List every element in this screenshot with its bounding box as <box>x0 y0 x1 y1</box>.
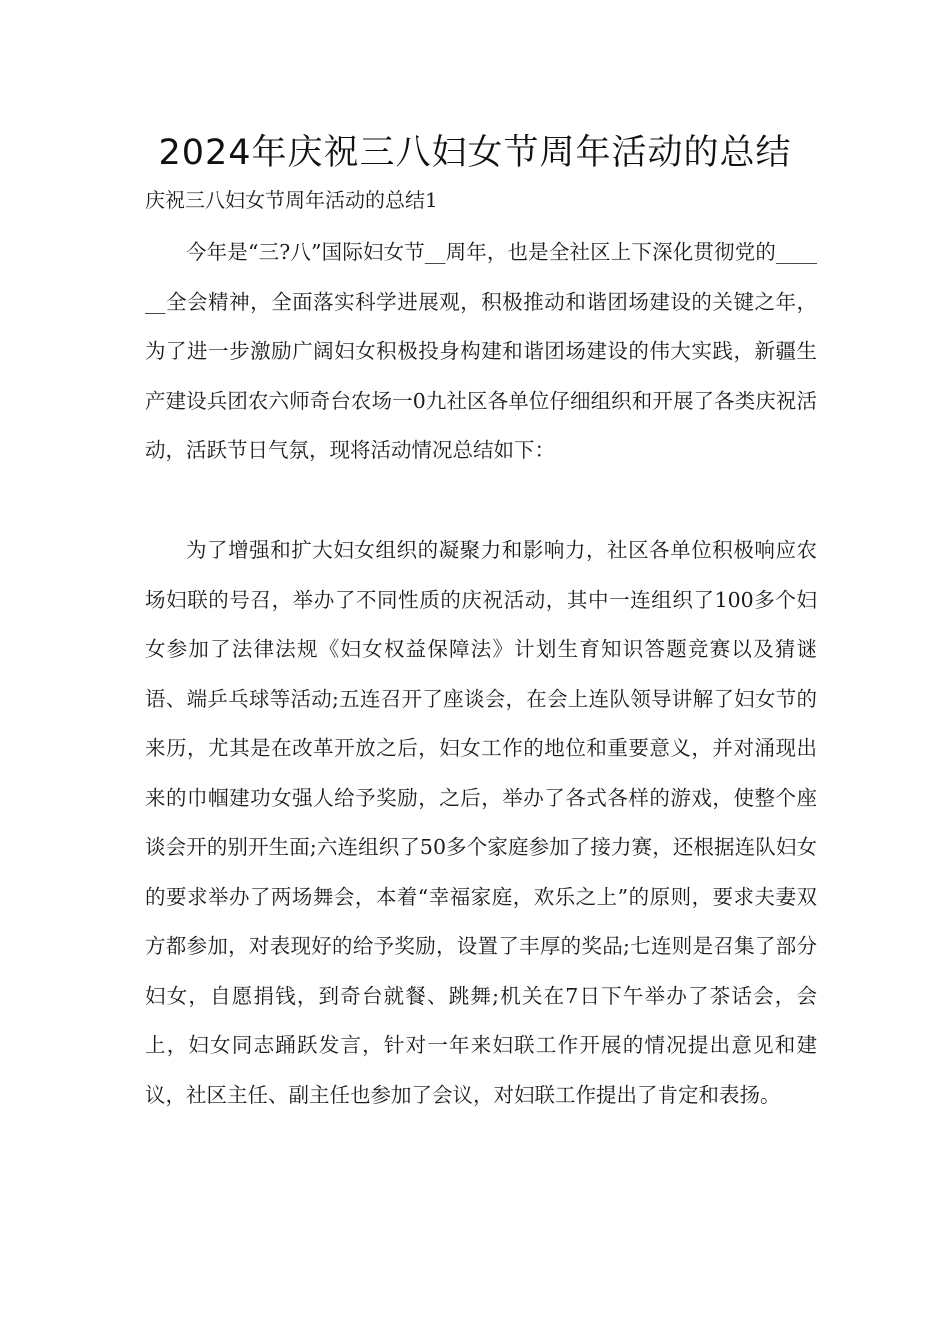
paragraph-intro: 今年是“三?八”国际妇女节__周年，也是全社区上下深化贯彻党的______全会精神，全面落实科学进展观，积极推动和谐团场建设的关键之年，为了进一步激励广阔妇女积极投身构建和谐团场建设的伟大实践，新疆生产建设兵团农六师奇台农场一0九社区各单位仔细组织和开展了各类庆祝活动，活跃节日气氛，现将活动情况总结如下： <box>145 240 817 462</box>
paragraph-activities: 为了增强和扩大妇女组织的凝聚力和影响力，社区各单位积极响应农场妇联的号召，举办了不同性质的庆祝活动，其中一连组织了100多个妇女参加了法律法规《妇女权益保障法》计划生育知识答题竞赛以及猜谜语、端乒乓球等活动;五连召开了座谈会，在会上连队领导讲解了妇女节的来历，尤其是在改革开放之后，妇女工作的地位和重要意义，并对涌现出来的巾帼建功女强人给予奖励，之后，举办了各式各样的游戏，使整个座谈会开的别开生面;六连组织了50多个家庭参加了接力赛，还根据连队妇女的要求举办了两场舞会，本着“幸福家庭，欢乐之上”的原则，要求夫妻双方都参加，对表现好的给予奖励，设置了丰厚的奖品;七连则是召集了部分妇女，自愿捐钱，到奇台就餐、跳舞;机关在7日下午举办了茶话会，会上，妇女同志踊跃发言，针对一年来妇联工作开展的情况提出意见和建议，社区主任、副主任也参加了会议，对妇联工作提出了肯定和表扬。 <box>145 538 817 1107</box>
document-title: 2024年庆祝三八妇女节周年活动的总结 <box>158 133 792 173</box>
section-title: 庆祝三八妇女节周年活动的总结1 <box>145 188 438 212</box>
